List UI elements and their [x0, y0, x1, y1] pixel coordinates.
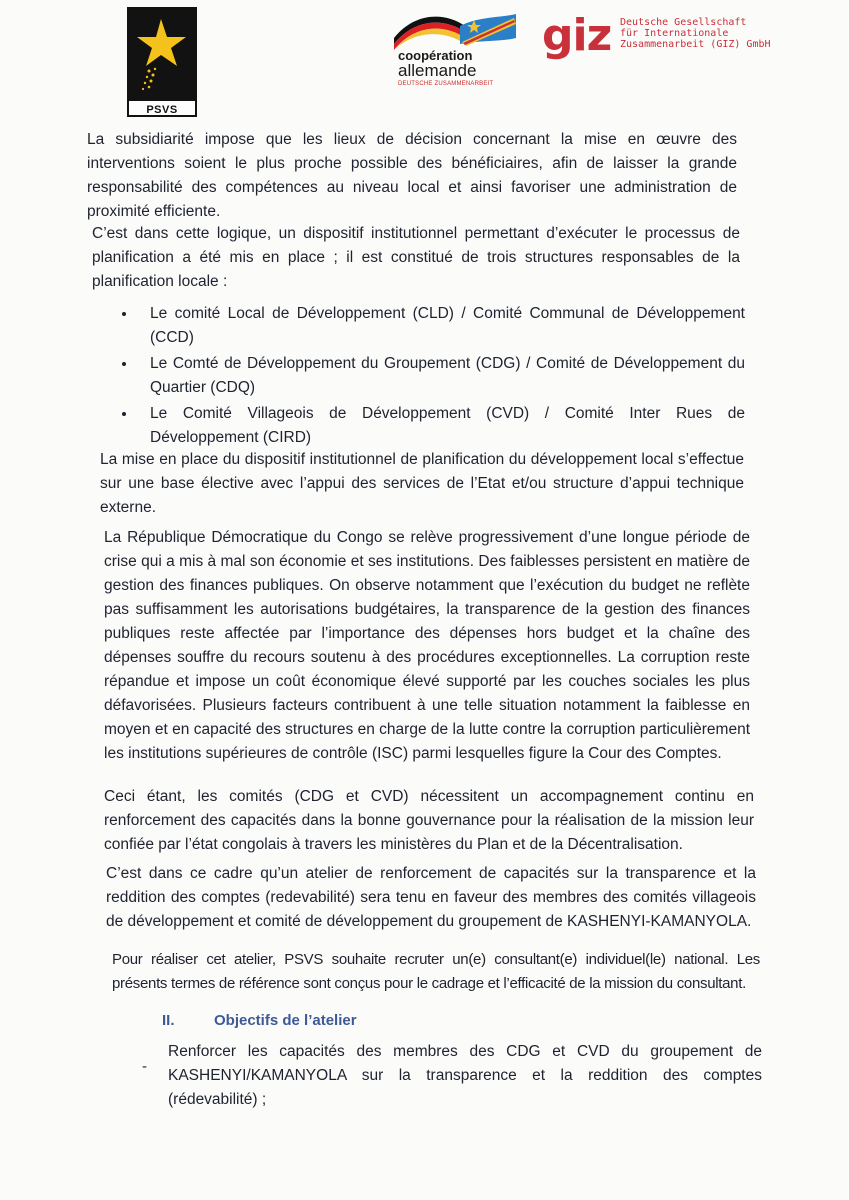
psvs-logo-label: PSVS: [127, 99, 197, 117]
giz-logo-mark: giz: [542, 10, 612, 61]
list-item-text: Le Comté de Développement du Groupement (CDG) / Comité de Développement du Quartier (CDQ): [150, 355, 745, 396]
list-item: [120, 352, 745, 400]
objective-text: Renforcer les capacités des membres des CDG et CVD du groupement de KASHENYI/KAMANYOLA sur la transparence et la reddition des comptes (rédevabilité) ;: [168, 1043, 762, 1108]
coop-logo-line3: DEUTSCHE ZUSAMMENARBEIT: [398, 81, 494, 87]
coop-logo-line1: coopération: [398, 48, 473, 63]
star-icon: [127, 7, 197, 99]
section-heading: [162, 1012, 357, 1029]
list-item: [120, 302, 745, 350]
paragraph-subsidiarity: La subsidiarité impose que les lieux de décision concernant la mise en œuvre des interventions soient le plus proche possible des bénéficiaires, afin de laisser la grande responsabilité des compétences au niveau local et ainsi favoriser une administration de proximité efficiente.: [87, 131, 737, 220]
paragraph-workshop-framework: C’est dans ce cadre qu’un atelier de renforcement de capacités sur la transparence et la reddition des comptes (redevabilité) sera tenu en faveur des membres des comités villageois de développement et comité de développement du groupement de KASHENYI-KAMANYOLA.: [106, 865, 756, 930]
section-number: II.: [162, 1012, 175, 1029]
giz-logo: [540, 12, 770, 62]
section-title: Objectifs de l’atelier: [214, 1012, 357, 1029]
dash-marker: -: [142, 1058, 147, 1075]
list-item-text: Le Comité Villageois de Développement (CVD) / Comité Inter Rues de Développement (CIRD): [150, 405, 745, 446]
giz-logo-line1: Deutsche Gesellschaft: [620, 17, 747, 28]
list-item: [120, 402, 745, 450]
committee-list: [120, 302, 745, 452]
bullet-icon: [122, 312, 126, 316]
paragraph-drc-context: La République Démocratique du Congo se relève progressivement d’une longue période de crise qui a mis à mal son économie et ses institutions. Des faiblesses persistent en matière de gestion des finances publiques. On observe notamment que l’exécution du budget ne reflète pas suffisamment les autorisations budgétaires, la transparence de la gestion des finances publiques reste affectée par l’importance des dépenses hors budget et la chaîne des dépenses souffre du recours soutenu à des procédures exceptionnelles. La corruption reste répandue et impose un coût économique élevé supporté par les couches sociales les plus défavorisées. Plusieurs facteurs contribuent à une telle situation notamment la faiblesse en moyen et en capacité des structures en charge de la lutte contre la corruption particulièrement les institutions supérieures de contrôle (ISC) parmi lesquelles figure la Cour des Comptes.: [104, 529, 750, 762]
flag-ribbon-icon: [390, 8, 520, 50]
giz-logo-text: [620, 17, 771, 50]
psvs-logo: [127, 7, 197, 117]
paragraph-consultant-recruitment: Pour réaliser cet atelier, PSVS souhaite recruter un(e) consultant(e) individuel(le) national. Les présents termes de référence sont conçus pour le cadrage et l’efficacité de la mission du consultant.: [112, 951, 760, 992]
objective-item: [142, 1040, 762, 1112]
paragraph-institutional-mechanism: C’est dans cette logique, un dispositif institutionnel permettant d’exécuter le processus de planification a été mis en place ; il est constitué de trois structures responsables de la planification locale :: [92, 225, 740, 290]
cooperation-allemande-logo: [390, 8, 520, 88]
bullet-icon: [122, 362, 126, 366]
bullet-icon: [122, 412, 126, 416]
paragraph-elective-basis: La mise en place du dispositif institutionnel de planification du développement local s’effectue sur une base élective avec l’appui des services de l’Etat et/ou structure d’appui technique externe.: [100, 451, 744, 516]
coop-logo-line2: allemande: [398, 61, 477, 80]
giz-logo-line2: für Internationale: [620, 28, 729, 39]
list-item-text: Le comité Local de Développement (CLD) / Comité Communal de Développement (CCD): [150, 305, 745, 346]
giz-logo-line3: Zusammenarbeit (GIZ) GmbH: [620, 39, 771, 50]
paragraph-capacity-need: Ceci étant, les comités (CDG et CVD) nécessitent un accompagnement continu en renforcement des capacités dans la bonne gouvernance pour la réalisation de la mission leur confiée par l’état congolais à travers les ministères du Plan et de la Décentralisation.: [104, 788, 754, 853]
